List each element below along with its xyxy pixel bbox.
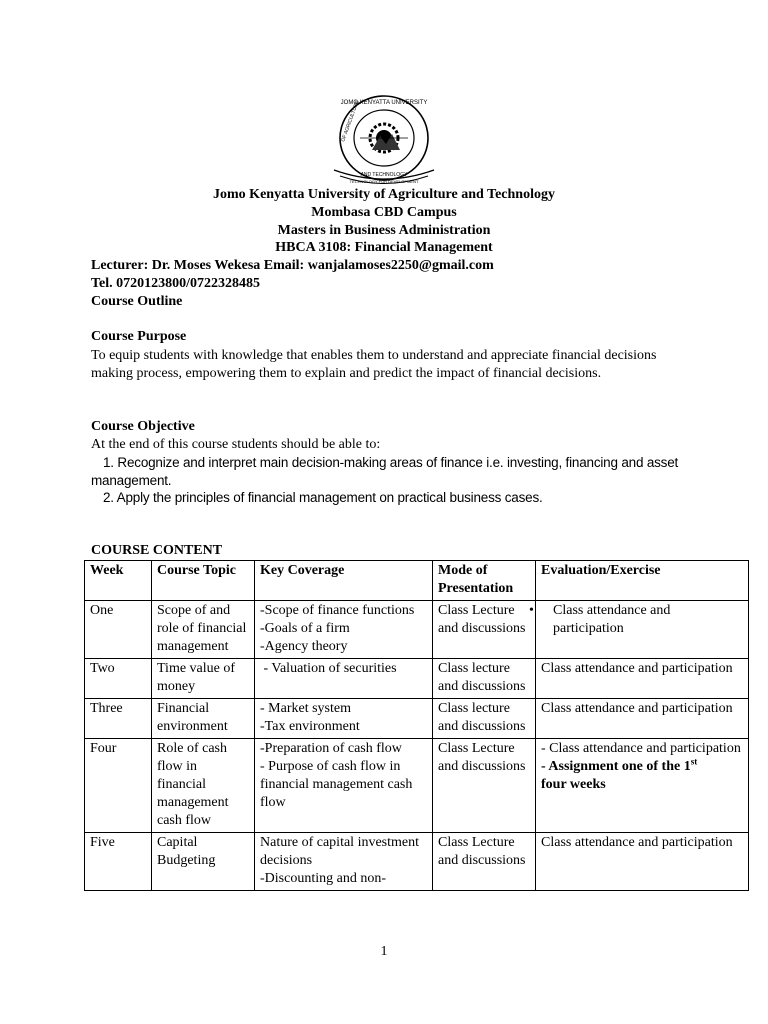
week-cell: Four [85,739,152,833]
evaluation-cell: Class attendance and participation [536,659,749,699]
mode-cell: Class lecture and discussions [433,659,536,699]
coverage-cell [255,739,433,833]
week-cell: Two [85,659,152,699]
coverage-line: -Preparation of cash flow [260,741,402,756]
table-row [85,833,749,891]
mode-cell: Class lecture and discussions [433,699,536,739]
seal-text-left: OF AGRICULTURE [340,99,361,143]
table-row [85,659,749,699]
coverage-line: - Valuation of securities [260,661,397,676]
evaluation-cell: Class attendance and participation [536,833,749,891]
coverage-line: -Tax environment [260,719,360,734]
objective-item-1: 1. Recognize and interpret main decision-making areas of finance i.e. investing, financing and asset management. [91,455,679,488]
topic-cell: Scope of and role of financial management [152,601,255,659]
assignment-text-tail: four weeks [541,777,606,792]
page-number: 1 [380,944,388,959]
table-header-row [85,561,749,601]
seal-text-bottom: AND TECHNOLOGY [360,172,408,178]
table-row [85,601,749,659]
column-header-topic: Course Topic [152,561,255,601]
coverage-line: -Agency theory [260,639,348,654]
assignment-note: - Assignment one of the 1st four weeks [541,756,698,792]
telephone-line: Tel. 0720123800/0722328485 [91,276,261,291]
evaluation-cell: Class attendance and participation [536,699,749,739]
assignment-text: Assignment one of the 1 [548,759,691,774]
mode-cell: Class Lecture and discussions [433,833,536,891]
coverage-cell [255,833,433,891]
evaluation-text: - Class attendance and participation [541,741,741,756]
coverage-line: -Scope of finance functions [260,603,415,618]
evaluation-bullet-item [529,602,743,638]
ordinal-suffix: st [690,756,698,767]
course-content-table [84,560,749,891]
topic-cell: Role of cash flow in financial management cash flow [152,739,255,833]
bullet-icon: • [529,603,534,618]
coverage-cell [255,659,433,699]
seal-motto: TECHNOLOGY FOR DEVELOPMENT [349,179,419,184]
course-content-heading: COURSE CONTENT [91,543,223,558]
coverage-line: - Market system [260,701,351,716]
course-purpose-heading: Course Purpose [91,329,187,344]
column-header-evaluation: Evaluation/Exercise [536,561,749,601]
evaluation-cell [529,601,749,659]
course-title: HBCA 3108: Financial Management [275,240,493,255]
topic-cell: Financial environment [152,699,255,739]
university-seal [330,92,438,184]
objective-item-2: 2. Apply the principles of financial management on practical business cases. [103,490,543,505]
university-name: Jomo Kenyatta University of Agriculture and Technology [213,187,555,202]
topic-cell: Time value of money [152,659,255,699]
coverage-line: Nature of capital investment decisions [260,835,419,868]
campus-name: Mombasa CBD Campus [311,205,457,220]
column-header-mode: Mode of Presentation [433,561,536,601]
evaluation-cell [536,739,749,833]
course-objective-heading: Course Objective [91,419,195,434]
coverage-line: - Purpose of cash flow in financial management cash flow [260,759,413,810]
week-cell: Five [85,833,152,891]
lecturer-line: Lecturer: Dr. Moses Wekesa Email: wanjalamoses2250@gmail.com [91,258,494,273]
week-cell: One [85,601,152,659]
coverage-line: -Discounting and non- [260,871,386,886]
course-purpose-text: To equip students with knowledge that enables them to understand and appreciate financial decisions making process, empowering them to explain and predict the impact of financial decisions. [91,348,657,381]
coverage-line: -Goals of a firm [260,621,350,636]
column-header-week: Week [85,561,152,601]
table-row [85,739,749,833]
evaluation-text: Class attendance and participation [553,603,671,636]
course-outline-label: Course Outline [91,294,183,309]
table-row [85,699,749,739]
program-name: Masters in Business Administration [277,223,491,238]
coverage-cell [255,699,433,739]
column-header-coverage: Key Coverage [255,561,433,601]
course-objective-intro: At the end of this course students should be able to: [91,437,381,452]
topic-cell: Capital Budgeting [152,833,255,891]
week-cell: Three [85,699,152,739]
mode-cell: Class Lecture and discussions [433,601,536,659]
mode-cell: Class Lecture and discussions [433,739,536,833]
seal-text-top: JOMO KENYATTA UNIVERSITY [340,100,428,106]
coverage-cell [255,601,433,659]
